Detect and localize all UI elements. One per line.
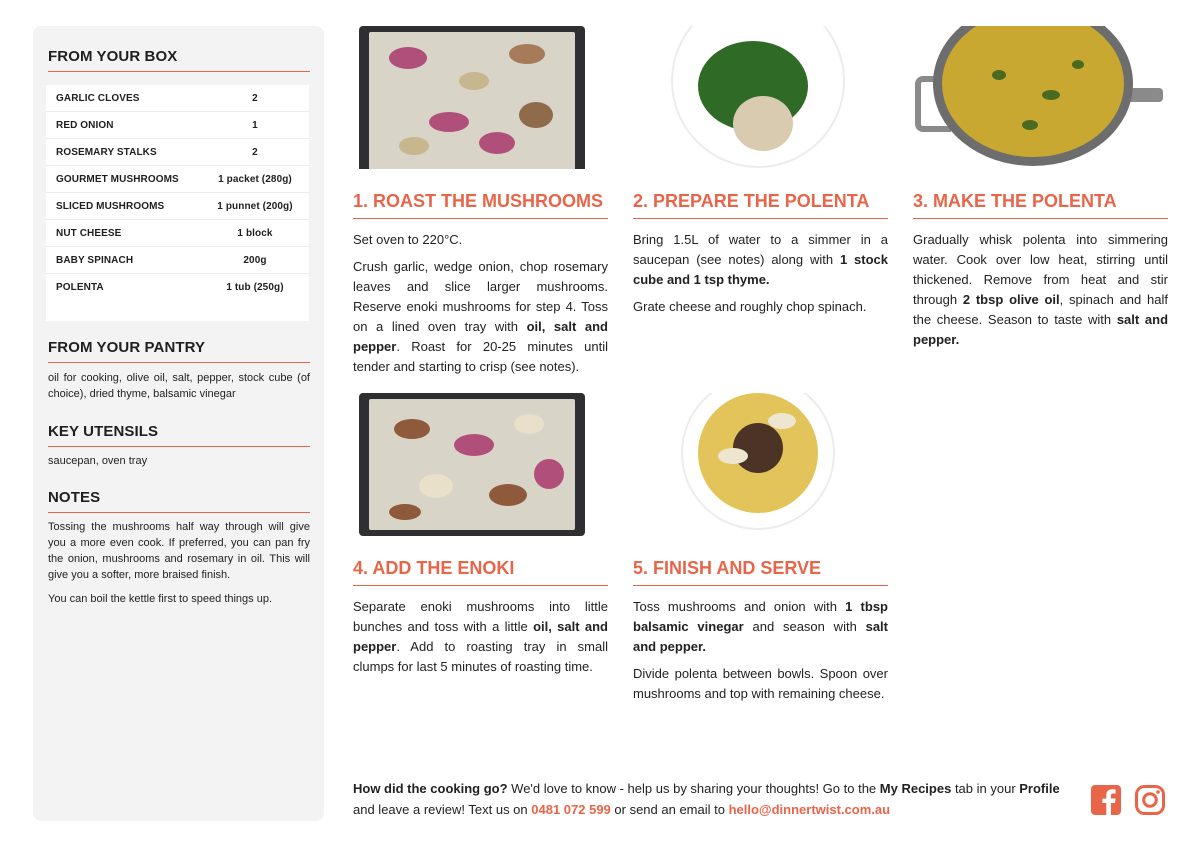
email-link[interactable]: hello@dinnertwist.com.au [728, 802, 891, 817]
pantry-heading: FROM YOUR PANTRY [48, 339, 310, 363]
ingredients-sidebar [33, 26, 324, 821]
table-row [46, 247, 309, 274]
ingredient-qty: 2 [252, 92, 258, 104]
ingredient-name: POLENTA [56, 281, 104, 293]
step-4-title: 4. ADD THE ENOKI [353, 558, 608, 586]
from-box-heading: FROM YOUR BOX [48, 48, 310, 72]
step-1-title: 1. ROAST THE MUSHROOMS [353, 191, 608, 219]
step-2-photo [633, 26, 888, 169]
step-text: Separate enoki mushrooms into little bunches and toss with a little oil, salt and pepper. Add to roasting tray in small clumps for last 5 minutes of roasting time. [353, 599, 608, 674]
step-2-body [633, 230, 888, 317]
facebook-icon[interactable] [1090, 784, 1122, 816]
utensils-text [48, 453, 310, 477]
ingredient-name: BABY SPINACH [56, 254, 134, 266]
ingredient-name: GARLIC CLOVES [56, 92, 140, 104]
profile-label: Profile [1019, 781, 1060, 796]
ingredient-qty: 1 packet (280g) [218, 173, 292, 185]
step-5-photo [633, 393, 888, 536]
ingredient-qty: 1 block [237, 227, 273, 239]
roasting-tray-image [359, 393, 585, 536]
step-5-title: 5. FINISH AND SERVE [633, 558, 888, 586]
saucepan-image [933, 26, 1133, 166]
step-text: Toss mushrooms and onion with 1 tbsp balsamic vinegar and season with salt and pepper. [633, 599, 888, 654]
step-4-body [353, 597, 608, 677]
step-4 [353, 393, 608, 684]
table-row [46, 112, 309, 139]
step-3-body [913, 230, 1168, 350]
step-1-photo [353, 26, 608, 169]
step-text: Crush garlic, wedge onion, chop rosemary leaves and slice larger mushrooms. Reserve enoki mushrooms for step 4. Toss on a lined oven tray with oil, salt and pepper. Roast for 20-25 minutes until tender and starting to crisp (see notes). [353, 259, 608, 374]
box-ingredients-table [46, 85, 309, 321]
step-text: Grate cheese and roughly chop spinach. [633, 299, 867, 314]
step-text: Divide polenta between bowls. Spoon over mushrooms and top with remaining cheese. [633, 666, 888, 701]
ingredient-qty: 1 punnet (200g) [217, 200, 293, 212]
notes-heading: NOTES [48, 489, 310, 513]
ingredient-name: GOURMET MUSHROOMS [56, 173, 179, 185]
my-recipes-label: My Recipes [879, 781, 952, 796]
phone-link[interactable]: 0481 072 599 [531, 802, 611, 817]
notes-text [48, 519, 310, 615]
table-row [46, 193, 309, 220]
step-5 [633, 393, 888, 711]
table-row [46, 85, 309, 112]
instagram-icon[interactable] [1134, 784, 1166, 816]
step-2-title: 2. PREPARE THE POLENTA [633, 191, 888, 219]
bowl-image [683, 393, 833, 528]
ingredient-name: ROSEMARY STALKS [56, 146, 157, 158]
step-4-photo [353, 393, 608, 536]
ingredient-qty: 200g [243, 254, 267, 266]
notes-paragraph: You can boil the kettle first to speed things up. [48, 593, 273, 605]
ingredient-qty: 1 [252, 119, 258, 131]
ingredient-qty: 1 tub (250g) [226, 281, 284, 293]
step-3-title: 3. MAKE THE POLENTA [913, 191, 1168, 219]
step-1-body [353, 230, 608, 377]
step-text: Set oven to 220°C. [353, 232, 463, 247]
step-3-photo [913, 26, 1168, 169]
ingredient-name: NUT CHEESE [56, 227, 122, 239]
step-text: Bring 1.5L of water to a simmer in a saucepan (see notes) along with 1 stock cube and 1 tsp thyme. [633, 232, 888, 287]
plate-image [673, 26, 843, 166]
table-row [46, 139, 309, 166]
pantry-text [48, 370, 310, 410]
step-1 [353, 26, 608, 384]
step-text: Gradually whisk polenta into simmering water. Cook over low heat, stirring until thickened. Remove from heat and stir through 2 tbsp olive oil, spinach and half the cheese. Season to taste with salt and pepper. [913, 232, 1169, 347]
table-row [46, 166, 309, 193]
step-5-body [633, 597, 888, 704]
notes-paragraph: Tossing the mushrooms half way through will give you a more even cook. If preferred, you can pan fry the onion, mushrooms and rosemary in oil. This will give you a softer, more braised finish. [48, 521, 310, 581]
feedback-footer: How did the cooking go? We'd love to know - help us by sharing your thoughts! Go to the My Recipes tab in your Profile and leave a review! Text us on 0481 072 599 or send an email to hello@dinnertwist.com.au [353, 781, 1060, 817]
ingredient-qty: 2 [252, 146, 258, 158]
ingredient-name: RED ONION [56, 119, 114, 131]
roasting-tray-image [359, 26, 585, 169]
pantry-list: oil for cooking, olive oil, salt, pepper, stock cube (of choice), dried thyme, balsamic vinegar [48, 372, 310, 400]
step-2 [633, 26, 888, 324]
step-3 [913, 26, 1168, 357]
utensils-list: saucepan, oven tray [48, 455, 148, 467]
utensils-heading: KEY UTENSILS [48, 423, 310, 447]
table-row [46, 220, 309, 247]
ingredient-name: SLICED MUSHROOMS [56, 200, 165, 212]
feedback-lead: How did the cooking go? [353, 781, 508, 796]
table-row [46, 274, 309, 300]
